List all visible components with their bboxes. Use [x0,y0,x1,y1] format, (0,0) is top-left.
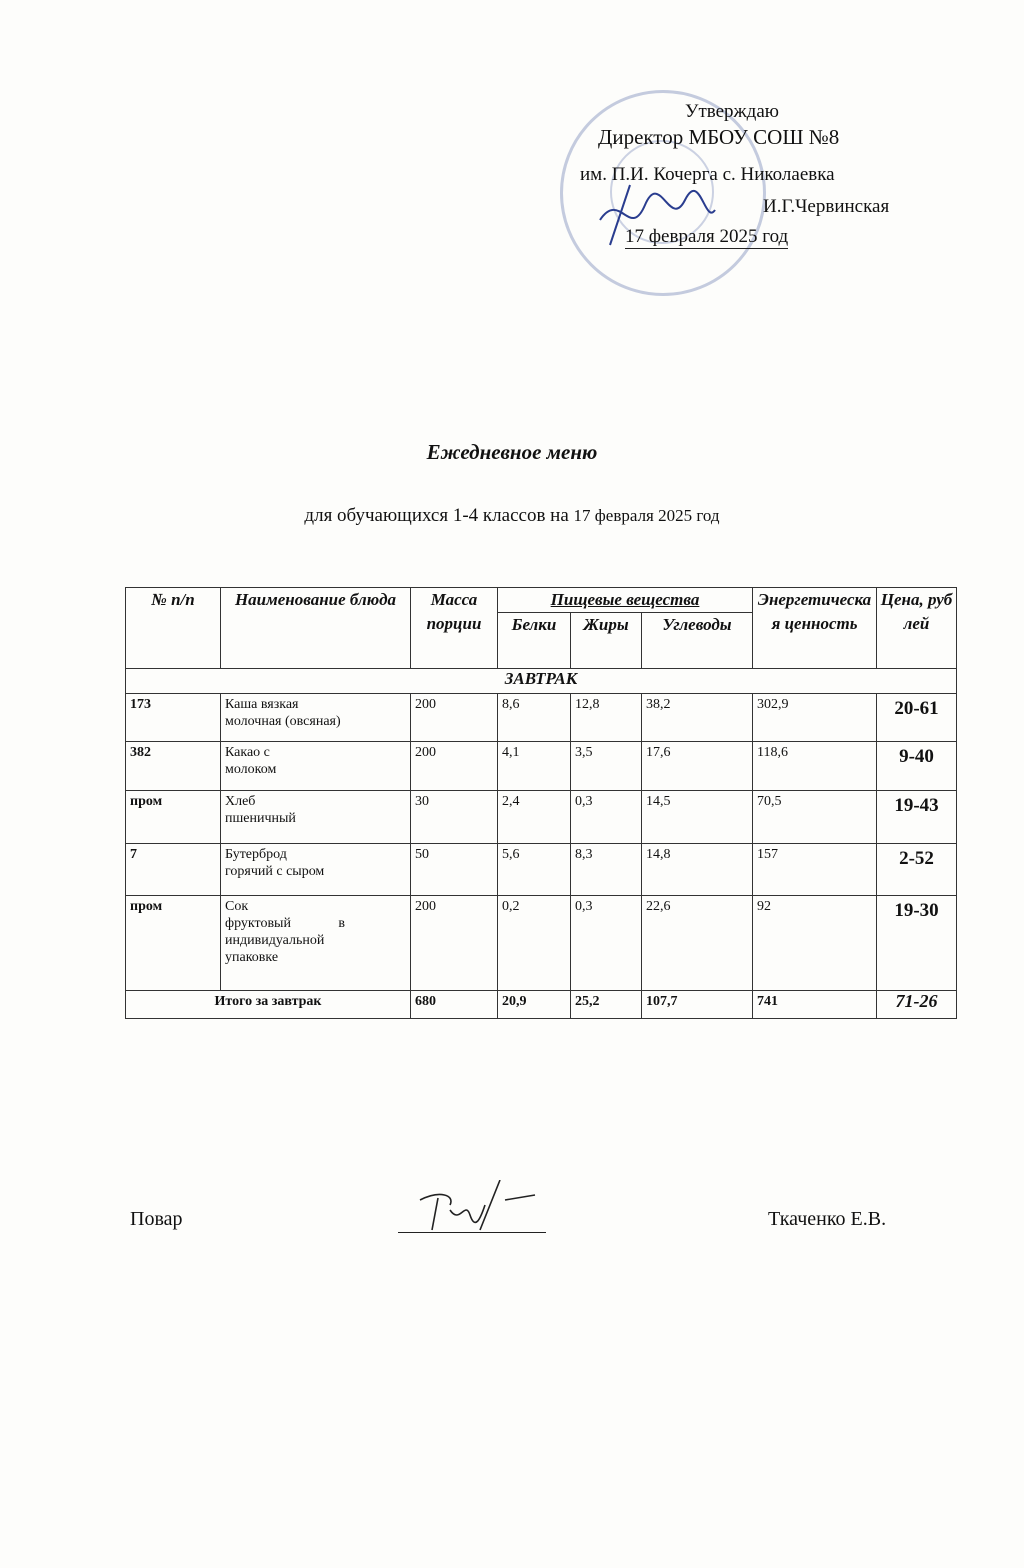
cell-protein: 5,6 [498,844,571,896]
cell-mass: 200 [411,694,498,742]
header-name: Наименование блюда [221,588,411,669]
total-protein: 20,9 [498,991,571,1019]
header-protein: Белки [498,613,571,669]
subtitle-date: 17 февраля 2025 год [573,506,720,525]
name-line2: молоком [225,762,277,777]
approval-school: им. П.И. Кочерга с. Николаевка [580,164,835,185]
cell-name [221,844,411,896]
cell-carbs: 14,5 [642,791,753,844]
header-fat: Жиры [571,613,642,669]
cell-energy: 92 [753,896,877,991]
document-subtitle [0,505,1024,527]
name-line2: фруктовый в индивидуальной упаковке [225,916,345,965]
cell-num: пром [126,896,221,991]
name-line2: молочная (овсяная) [225,714,341,729]
cook-name: Ткаченко Е.В. [768,1208,887,1230]
cell-price: 2-52 [877,844,957,896]
table-row [126,694,957,742]
total-fat: 25,2 [571,991,642,1019]
cell-mass: 200 [411,896,498,991]
signature-line [398,1232,546,1233]
header-nutrients: Пищевые вещества [498,588,753,613]
subtitle-text: для обучающихся 1-4 классов на [304,505,569,526]
cook-signature [410,1180,540,1235]
cell-num: пром [126,791,221,844]
cell-num: 7 [126,844,221,896]
document-title: Ежедневное меню [426,440,598,464]
cell-protein: 4,1 [498,742,571,791]
cell-fat: 12,8 [571,694,642,742]
header-energy: Энергетическая ценность [753,588,877,669]
total-row [126,991,957,1019]
cell-carbs: 17,6 [642,742,753,791]
cell-name [221,896,411,991]
table-row [126,844,957,896]
table-row [126,896,957,991]
cell-name [221,694,411,742]
total-price: 71-26 [877,991,957,1019]
menu-table [125,587,957,1019]
name-line1: Какао с [225,745,270,760]
table-row [126,742,957,791]
total-energy: 741 [753,991,877,1019]
cell-energy: 70,5 [753,791,877,844]
cell-price: 9-40 [877,742,957,791]
total-mass: 680 [411,991,498,1019]
name-line2: горячий с сыром [225,864,325,879]
cell-energy: 302,9 [753,694,877,742]
cell-energy: 118,6 [753,742,877,791]
header-mass: Масса порции [411,588,498,669]
total-label: Итого за завтрак [126,991,411,1019]
total-carbs: 107,7 [642,991,753,1019]
approval-position: Директор МБОУ СОШ №8 [598,125,840,149]
cell-price: 19-30 [877,896,957,991]
cook-role: Повар [130,1208,183,1230]
cell-carbs: 22,6 [642,896,753,991]
cell-carbs: 14,8 [642,844,753,896]
cell-fat: 8,3 [571,844,642,896]
cell-protein: 8,6 [498,694,571,742]
approval-director-name: И.Г.Червинская [763,196,890,217]
cell-carbs: 38,2 [642,694,753,742]
header-price: Цена, рублей [877,588,957,669]
cell-fat: 0,3 [571,896,642,991]
cell-name [221,791,411,844]
name-line1: Каша вязкая [225,697,299,712]
cell-num: 382 [126,742,221,791]
cell-fat: 3,5 [571,742,642,791]
section-breakfast: ЗАВТРАК [126,669,957,694]
approval-date: 17 февраля 2025 год [625,226,789,247]
cell-price: 19-43 [877,791,957,844]
cell-fat: 0,3 [571,791,642,844]
cell-name [221,742,411,791]
cell-mass: 200 [411,742,498,791]
cell-mass: 50 [411,844,498,896]
cell-protein: 2,4 [498,791,571,844]
cell-energy: 157 [753,844,877,896]
cell-mass: 30 [411,791,498,844]
name-line1: Бутерброд [225,847,287,862]
cell-num: 173 [126,694,221,742]
header-num: № п/п [126,588,221,669]
table-row [126,791,957,844]
cell-price: 20-61 [877,694,957,742]
cell-protein: 0,2 [498,896,571,991]
name-line1: Хлеб [225,794,256,809]
name-line2: пшеничный [225,811,296,826]
name-line1: Сок [225,899,249,914]
approval-title: Утверждаю [685,101,779,122]
header-carbs: Углеводы [642,613,753,669]
